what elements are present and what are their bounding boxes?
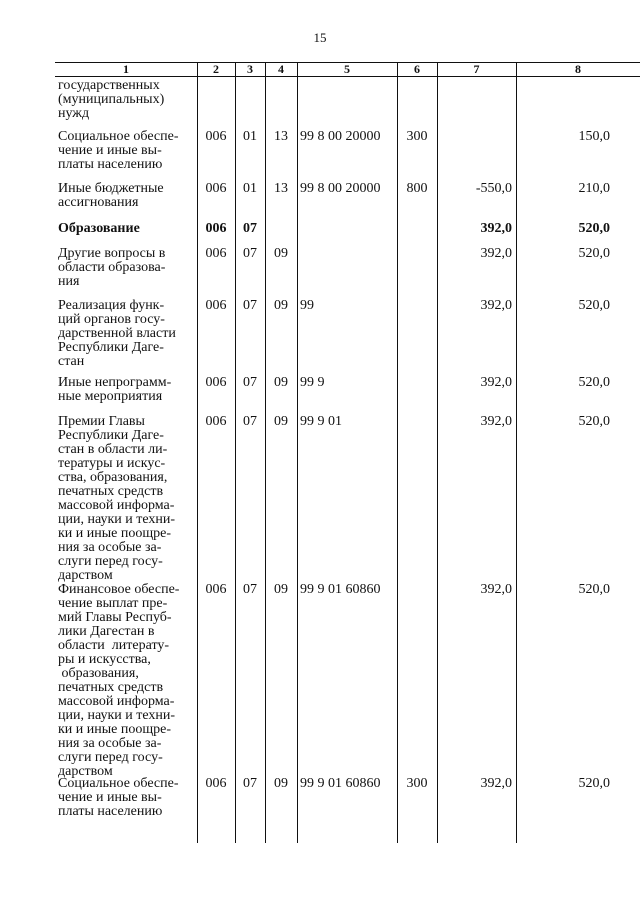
cell-c7: 392,0: [480, 776, 512, 791]
cell-c3: 07: [243, 375, 257, 390]
header-col-3: 3: [247, 62, 253, 76]
cell-c7: 392,0: [480, 375, 512, 390]
cell-c8: 150,0: [578, 129, 610, 144]
cell-c7: 392,0: [480, 246, 512, 261]
cell-c3: 01: [243, 129, 257, 144]
cell-c4: 09: [274, 414, 288, 429]
header-col-7: 7: [473, 62, 480, 76]
cell-c5: 99 8 00 20000: [300, 129, 381, 144]
row-name: Премии Главы Республики Даге- стан в области ли- тературы и искус- ства, образования, печатных средств массовой информа- ции, науки и техни- ки и иные поощре- ния за особые за- слуги перед госу- дарством: [58, 414, 176, 583]
cell-c7: 392,0: [480, 221, 512, 236]
column-divider: [437, 62, 438, 843]
cell-c2: 006: [205, 129, 227, 144]
cell-c8: 520,0: [578, 582, 610, 597]
cell-c2: 006: [205, 246, 227, 261]
row-name: Финансовое обеспе- чение выплат пре- мий Главы Респуб- лики Дагестан в области литерату- ры и искусства, образования, печатных средств массовой информа- ции, науки и техни- ки и иные поощре- ния за особые за- слуги перед госу- дарством: [58, 582, 180, 779]
header-col-5: 5: [344, 62, 350, 76]
row-name: Иные непрограмм- ные мероприятия: [58, 375, 172, 404]
cell-c3: 07: [243, 414, 257, 429]
row-name: Социальное обеспе- чение и иные вы- платы населению: [58, 129, 179, 172]
cell-c3: 07: [243, 776, 257, 791]
cell-c2: 006: [205, 414, 227, 429]
cell-c2: 006: [205, 298, 227, 313]
cell-c8: 520,0: [578, 414, 610, 429]
row-name: Социальное обеспе- чение и иные вы- платы населению: [58, 776, 179, 819]
cell-c4: 13: [274, 129, 288, 144]
cell-c4: 09: [274, 375, 288, 390]
cell-c8: 520,0: [578, 298, 610, 313]
cell-c2: 006: [205, 375, 227, 390]
row-name: Образование: [58, 221, 140, 236]
cell-c5: 99 9 01 60860: [300, 776, 381, 791]
column-divider: [297, 62, 298, 843]
row-name: Реализация функ- ций органов госу- дарственной власти Республики Даге- стан: [58, 298, 176, 369]
header-col-6: 6: [414, 62, 420, 76]
table-header: [55, 62, 640, 77]
cell-c8: 520,0: [578, 776, 610, 791]
cell-c2: 006: [205, 776, 227, 791]
cell-c4: 09: [274, 582, 288, 597]
cell-c7: -550,0: [475, 181, 512, 196]
cell-c8: 210,0: [578, 181, 610, 196]
cell-c6: 300: [406, 776, 428, 791]
column-divider: [265, 62, 266, 843]
cell-c4: 13: [274, 181, 288, 196]
cell-c7: 392,0: [480, 298, 512, 313]
cell-c5: 99 9 01: [300, 414, 342, 429]
header-col-1: 1: [123, 62, 129, 76]
cell-c3: 07: [243, 221, 257, 236]
row-name: Другие вопросы в области образова- ния: [58, 246, 166, 289]
cell-c6: 800: [406, 181, 428, 196]
cell-c5: 99 8 00 20000: [300, 181, 381, 196]
cell-c8: 520,0: [578, 375, 610, 390]
cell-c3: 07: [243, 582, 257, 597]
cell-c4: 09: [274, 246, 288, 261]
cell-c4: 09: [274, 776, 288, 791]
column-divider: [516, 62, 517, 843]
header-col-8: 8: [575, 62, 581, 76]
cell-c5: 99 9 01 60860: [300, 582, 381, 597]
header-col-2: 2: [213, 62, 219, 76]
row-name: Иные бюджетные ассигнования: [58, 181, 164, 210]
cell-c3: 01: [243, 181, 257, 196]
cell-c2: 006: [205, 181, 227, 196]
cell-c6: 300: [406, 129, 428, 144]
row-name: государственных (муниципальных) нужд: [58, 78, 165, 121]
cell-c5: 99: [300, 298, 314, 313]
cell-c3: 07: [243, 298, 257, 313]
cell-c7: 392,0: [480, 582, 512, 597]
header-col-4: 4: [278, 62, 284, 76]
cell-c5: 99 9: [300, 375, 325, 390]
cell-c3: 07: [243, 246, 257, 261]
cell-c2: 006: [205, 582, 227, 597]
cell-c7: 392,0: [480, 414, 512, 429]
page-number: 15: [313, 30, 327, 45]
cell-c8: 520,0: [578, 221, 610, 236]
cell-c2: 006: [205, 221, 227, 236]
cell-c4: 09: [274, 298, 288, 313]
column-divider: [397, 62, 398, 843]
column-divider: [197, 62, 198, 843]
cell-c8: 520,0: [578, 246, 610, 261]
column-divider: [235, 62, 236, 843]
